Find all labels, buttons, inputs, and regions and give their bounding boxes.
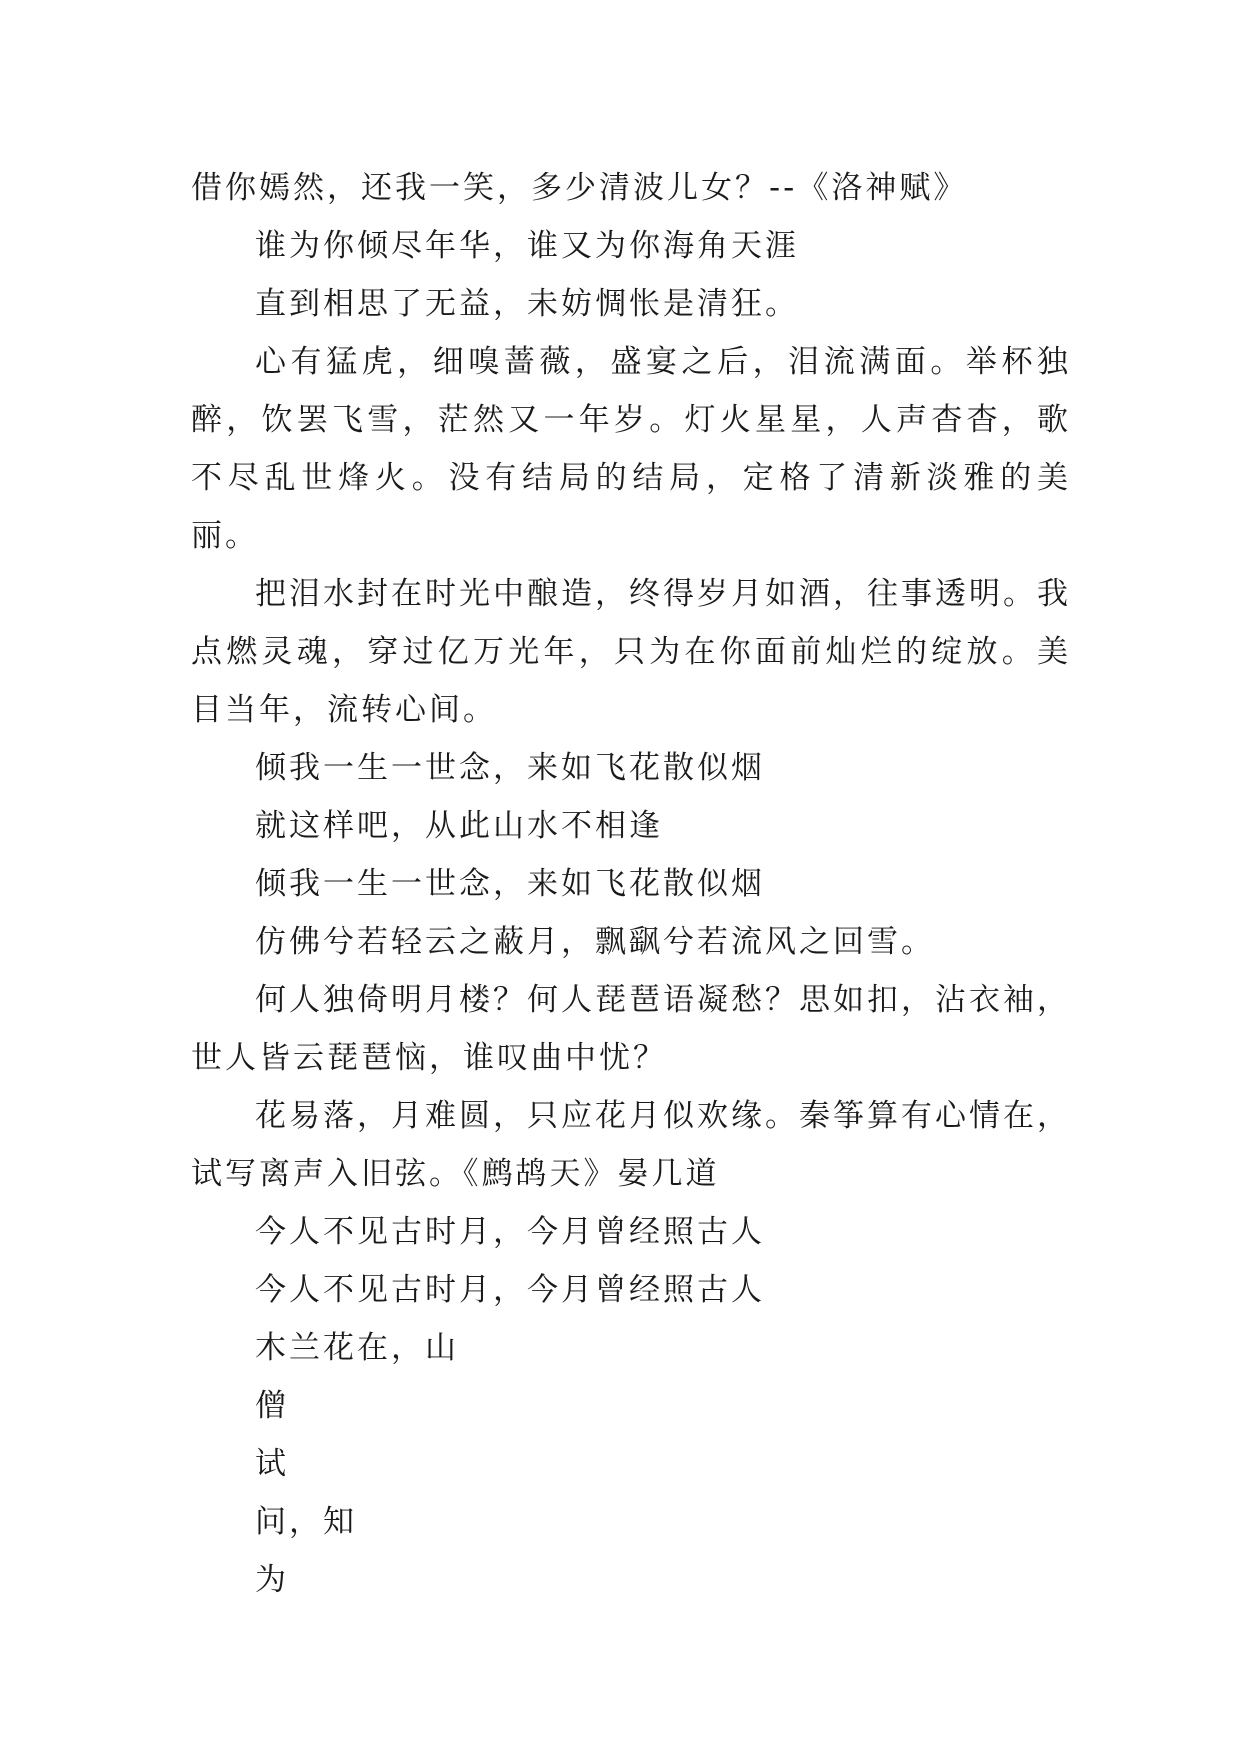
paragraph-14: 木兰花在，山	[255, 1330, 459, 1366]
paragraph-5: 把泪水封在时光中酿造，终得岁月如酒，往事透明。我点燃灵魂，穿过亿万光年，只为在你面前灿烂的绽放。美目当年，流转心间。	[191, 576, 1071, 728]
paragraph-16: 试	[255, 1446, 289, 1482]
paragraph-6: 倾我一生一世念，来如飞花散似烟	[255, 750, 765, 786]
paragraph-2: 谁为你倾尽年华，谁又为你海角天涯	[255, 228, 799, 264]
paragraph-1: 借你嫣然，还我一笑，多少清波儿女？--《洛神赋》	[191, 170, 968, 206]
paragraph-7: 就这样吧，从此山水不相逢	[255, 808, 663, 844]
paragraph-11: 花易落，月难圆，只应花月似欢缘。秦筝算有心情在，试写离声入旧弦。《鹧鸪天》晏几道	[191, 1098, 1071, 1192]
paragraph-3: 直到相思了无益，未妨惆怅是清狂。	[255, 286, 799, 322]
paragraph-15: 僧	[255, 1388, 289, 1424]
document-body	[191, 159, 1071, 1609]
paragraph-10: 何人独倚明月楼？何人琵琶语凝愁？思如扣，沾衣袖，世人皆云琵琶恼，谁叹曲中忧？	[191, 982, 1071, 1076]
paragraph-8: 倾我一生一世念，来如飞花散似烟	[255, 866, 765, 902]
paragraph-9: 仿佛兮若轻云之蔽月，飘飖兮若流风之回雪。	[255, 924, 935, 960]
paragraph-12: 今人不见古时月，今月曾经照古人	[255, 1214, 765, 1250]
paragraph-17: 问，知	[255, 1504, 357, 1540]
paragraph-13: 今人不见古时月，今月曾经照古人	[255, 1272, 765, 1308]
paragraph-4: 心有猛虎，细嗅蔷薇，盛宴之后，泪流满面。举杯独醉，饮罢飞雪，茫然又一年岁。灯火星星，人声杳杳，歌不尽乱世烽火。没有结局的结局，定格了清新淡雅的美丽。	[191, 344, 1071, 554]
paragraph-18: 为	[255, 1562, 289, 1598]
